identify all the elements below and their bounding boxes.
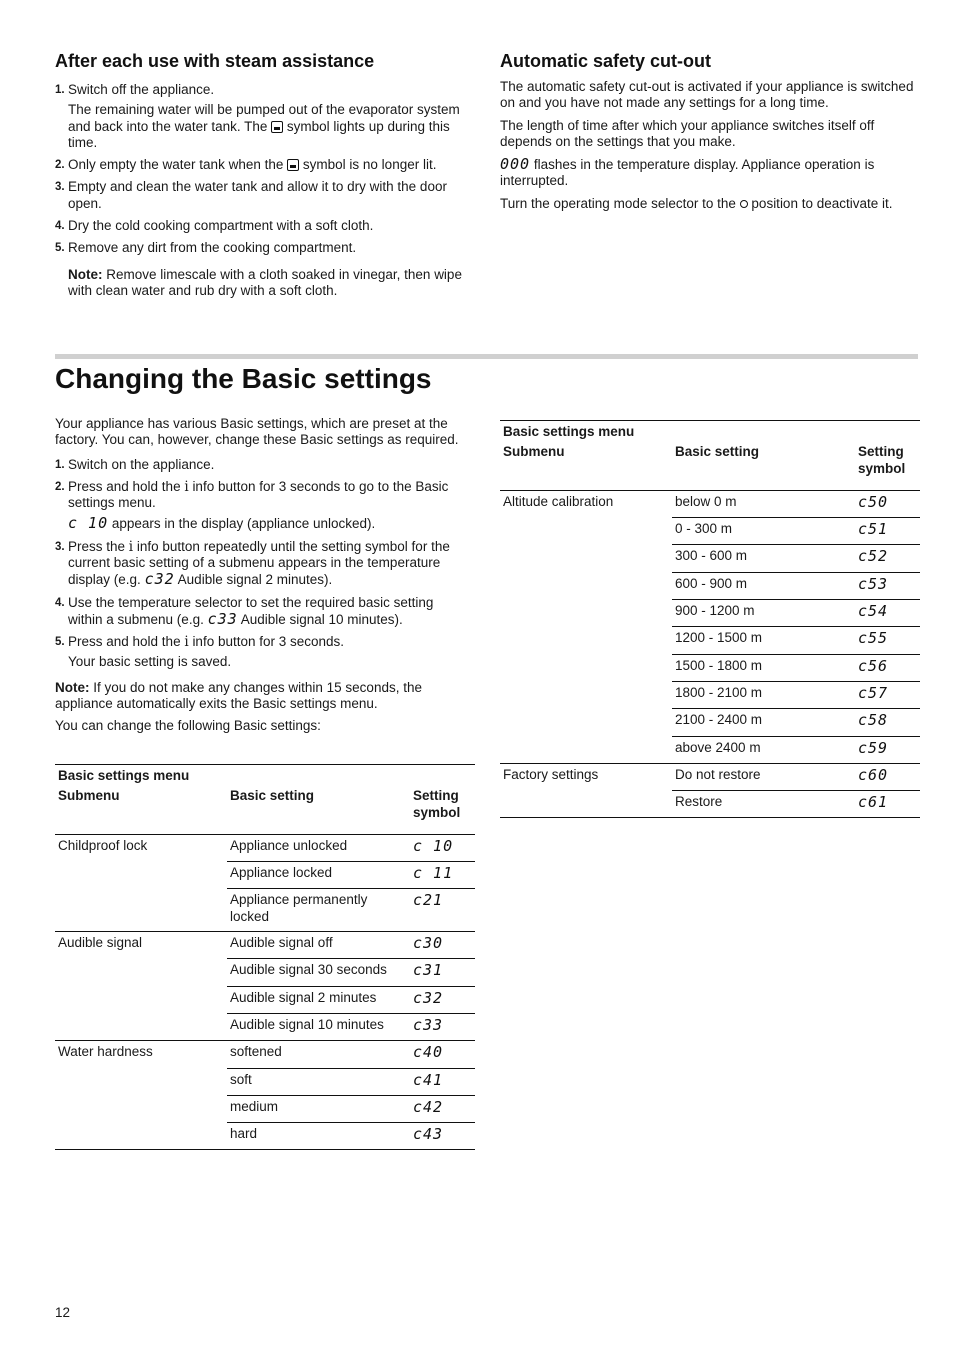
list-item-detail: Your basic setting is saved. [68, 653, 232, 669]
safety-cutout-section [500, 51, 918, 212]
table-row [55, 834, 475, 861]
steam-tank-icon [271, 121, 283, 133]
setting-symbol-cell [855, 763, 920, 790]
basic-setting-cell: 600 - 900 m [672, 572, 855, 599]
display-symbol: c50 [858, 492, 889, 511]
basic-setting-cell: 2100 - 2400 m [672, 709, 855, 736]
list-item: 5. Remove any dirt from the cooking compartment. [55, 240, 357, 256]
basic-setting-cell: Audible signal off [227, 932, 410, 959]
basic-setting-cell: Restore [672, 791, 855, 818]
list-item: 4. Dry the cold cooking compartment with a soft cloth. [55, 218, 374, 234]
section-title: Automatic safety cut-out [500, 51, 712, 71]
setting-symbol-cell [855, 572, 920, 599]
column-header: Basic setting [675, 444, 760, 460]
display-symbol: c 10 [68, 514, 109, 533]
setting-symbol-cell [410, 889, 475, 932]
paragraph: The automatic safety cut-out is activated if your appliance is switched on and you have not made any settings for a long time. [500, 79, 914, 111]
paragraph: Turn the operating mode selector to the position to deactivate it. [500, 195, 893, 211]
list-item: 2. Press and hold the i info button for 3 seconds to go to the Basic settings menu. [55, 478, 449, 511]
display-symbol: c60 [858, 765, 889, 784]
column-header: Submenu [503, 444, 565, 460]
info-icon: i [184, 634, 189, 651]
page-title: Changing the Basic settings [55, 363, 432, 394]
basic-setting-cell: 300 - 600 m [672, 545, 855, 572]
display-symbol: c51 [858, 520, 889, 539]
basic-setting-cell: softened [227, 1041, 410, 1068]
basic-setting-cell: 0 - 300 m [672, 518, 855, 545]
basic-setting-cell: 1200 - 1500 m [672, 627, 855, 654]
section-divider [55, 354, 918, 359]
display-symbol: c55 [858, 629, 889, 648]
setting-symbol-cell [410, 834, 475, 861]
setting-symbol-cell [855, 791, 920, 818]
setting-symbol-cell [410, 1123, 475, 1150]
setting-symbol-cell [410, 1068, 475, 1095]
steam-assistance-section [55, 51, 470, 299]
basic-setting-cell: soft [227, 1068, 410, 1095]
column-header: Setting symbol [858, 444, 906, 476]
basic-setting-cell: below 0 m [672, 490, 855, 517]
setting-symbol-cell [410, 1013, 475, 1040]
display-symbol: c32 [144, 570, 175, 589]
basic-settings-table-left [55, 764, 475, 1150]
table-body [500, 490, 920, 818]
setting-symbol-cell [855, 600, 920, 627]
table-body [55, 834, 475, 1150]
setting-symbol-cell [855, 654, 920, 681]
paragraph: Your appliance has various Basic settings, which are preset at the factory. You can, however, change these Basic settings as required. [55, 416, 459, 448]
setting-symbol-cell [410, 986, 475, 1013]
off-position-icon [740, 200, 748, 208]
basic-setting-cell: Do not restore [672, 763, 855, 790]
page-number: 12 [55, 1305, 71, 1320]
display-symbol: c21 [413, 891, 444, 910]
list-item: 3. Empty and clean the water tank and allow it to dry with the door open. [55, 179, 447, 211]
column-header: Basic setting [230, 788, 315, 804]
paragraph: 000 flashes in the temperature display. Appliance operation is interrupted. [500, 155, 875, 189]
note: Note: Remove limescale with a cloth soaked in vinegar, then wipe with clean water and rub dry with a soft cloth. [68, 266, 462, 298]
display-symbol: c40 [413, 1043, 444, 1062]
table-row [500, 763, 920, 790]
setting-symbol-cell [855, 490, 920, 517]
info-icon: i [128, 538, 134, 555]
table-title: Basic settings menu [503, 424, 635, 439]
table-row [55, 1041, 475, 1068]
display-symbol: 000 [500, 155, 531, 174]
basic-setting-cell: Appliance unlocked [227, 834, 410, 861]
submenu-cell: Childproof lock [55, 834, 227, 931]
setting-symbol-cell [410, 1041, 475, 1068]
submenu-cell: Factory settings [500, 763, 672, 818]
basic-settings-table-right [500, 420, 920, 818]
display-symbol: c57 [858, 683, 889, 702]
setting-symbol-cell [410, 959, 475, 986]
submenu-cell: Water hardness [55, 1041, 227, 1150]
column-header: Submenu [58, 788, 120, 804]
list-item: 4. Use the temperature selector to set the required basic setting within a submenu (e.g. c33 Audible signal 10 minutes). [55, 594, 434, 628]
list-item-detail: The remaining water will be pumped out of the evaporator system and back into the water tank. The symbol lights up during this time. [68, 102, 460, 150]
info-icon: i [184, 478, 189, 495]
submenu-cell: Altitude calibration [500, 490, 672, 763]
basic-setting-cell: 1800 - 2100 m [672, 681, 855, 708]
basic-settings-instructions [55, 416, 470, 735]
list-item: 5. Press and hold the i info button for 3 seconds. [55, 634, 345, 651]
list-item: 2. Only empty the water tank when the symbol is no longer lit. [55, 157, 437, 173]
display-symbol: c52 [858, 547, 889, 566]
display-symbol: c43 [413, 1125, 444, 1144]
list-item: 3. Press the i info button repeatedly until the setting symbol for the current basic setting of a submenu appears in the temperature display (e.g. c32 Audible signal 2 minutes). [55, 538, 450, 589]
steam-tank-icon [287, 159, 299, 171]
display-symbol: c58 [858, 711, 889, 730]
display-symbol: c31 [413, 961, 444, 980]
setting-symbol-cell [855, 709, 920, 736]
basic-setting-cell: Audible signal 10 minutes [227, 1013, 410, 1040]
setting-symbol-cell [855, 681, 920, 708]
basic-setting-cell: hard [227, 1123, 410, 1150]
display-symbol: c42 [413, 1097, 444, 1116]
setting-symbol-cell [855, 736, 920, 763]
basic-setting-cell: Appliance locked [227, 862, 410, 889]
setting-symbol-cell [410, 862, 475, 889]
display-symbol: c53 [858, 574, 889, 593]
list-item: 1. Switch off the appliance. [55, 82, 215, 97]
table-title: Basic settings menu [58, 768, 190, 783]
basic-setting-cell: 900 - 1200 m [672, 600, 855, 627]
submenu-cell: Audible signal [55, 932, 227, 1041]
list-item: 1. Switch on the appliance. [55, 456, 215, 472]
paragraph: You can change the following Basic settings: [55, 718, 321, 734]
setting-symbol-cell [410, 1095, 475, 1122]
setting-symbol-cell [410, 932, 475, 959]
basic-setting-cell: medium [227, 1095, 410, 1122]
paragraph: The length of time after which your appliance switches itself off depends on the settings that you make. [500, 117, 875, 149]
setting-symbol-cell [855, 627, 920, 654]
display-symbol: c61 [858, 793, 889, 812]
basic-setting-cell: Appliance permanently locked [227, 889, 410, 932]
basic-setting-cell: above 2400 m [672, 736, 855, 763]
display-symbol: c56 [858, 656, 889, 675]
display-symbol: c59 [858, 738, 889, 757]
table-row [55, 932, 475, 959]
display-symbol: c 10 [413, 836, 454, 855]
basic-setting-cell: Audible signal 30 seconds [227, 959, 410, 986]
table-row [500, 490, 920, 517]
column-header: Setting symbol [413, 788, 461, 820]
display-symbol: c30 [413, 934, 444, 953]
basic-setting-cell: 1500 - 1800 m [672, 654, 855, 681]
list-item-detail: c 10 appears in the display (appliance unlocked). [68, 514, 376, 533]
display-symbol: c33 [413, 1015, 444, 1034]
display-symbol: c 11 [413, 864, 454, 883]
display-symbol: c41 [413, 1070, 444, 1089]
section-title: After each use with steam assistance [55, 51, 375, 71]
display-symbol: c32 [413, 988, 444, 1007]
setting-symbol-cell [855, 545, 920, 572]
note: Note: If you do not make any changes within 15 seconds, the appliance automatically exits the Basic settings menu. [55, 679, 422, 712]
display-symbol: c54 [858, 602, 889, 621]
basic-setting-cell: Audible signal 2 minutes [227, 986, 410, 1013]
setting-symbol-cell [855, 518, 920, 545]
display-symbol: c33 [207, 609, 238, 628]
